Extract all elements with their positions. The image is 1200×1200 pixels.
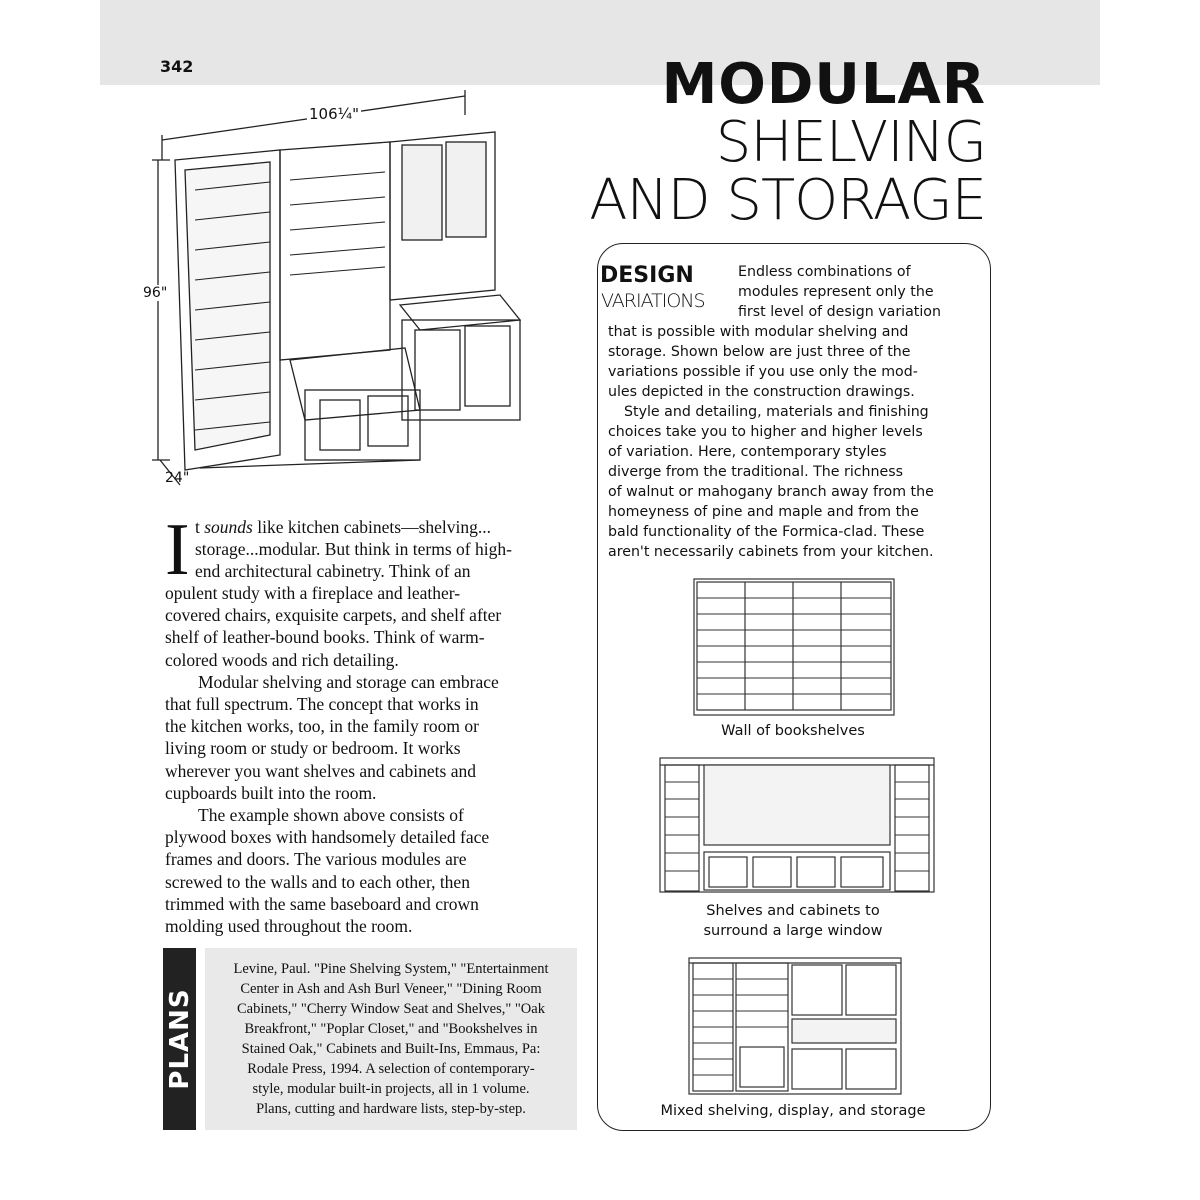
title-line-3: AND STORAGE [589,168,986,233]
body-line: The example shown above consists of [198,805,464,825]
design-heading: DESIGN [600,263,694,288]
mixed-storage-drawing [688,957,902,1097]
variations-heading: VARIATIONS [601,290,705,312]
cabinet-illustration [140,90,540,500]
italic-text: sounds [204,517,253,537]
plans-line: Cabinets," "Cherry Window Seat and Shelves," "Oak [237,1001,545,1017]
dv-line: homeyness of pine and maple and from the [608,504,919,520]
width-dimension: 106¼" [309,105,360,123]
body-line: living room or study or bedroom. It works [165,738,461,758]
body-line: the kitchen works, too, in the family room or [165,716,479,736]
body-line: that full spectrum. The concept that works in [165,694,479,714]
dv-line: Endless combinations of [738,264,911,280]
dv-line: of variation. Here, contemporary styles [608,444,887,460]
bookshelves-wall-drawing [693,578,895,718]
body-line [195,517,491,537]
window-surround-drawing [659,757,935,895]
plans-label-bar [163,948,196,1130]
dv-line: bald functionality of the Formica-clad. These [608,524,925,540]
body-line: storage...modular. But think in terms of high- [195,539,512,559]
body-line: Modular shelving and storage can embrace [198,672,499,692]
dv-line: choices take you to higher and higher levels [608,424,923,440]
body-line: colored woods and rich detailing. [165,650,399,670]
plans-label: PLANS [164,988,195,1090]
body-line: opulent study with a fireplace and leather- [165,583,461,603]
body-line: trimmed with the same baseboard and crown [165,894,479,914]
dv-line: variations possible if you use only the mod- [608,364,918,380]
plans-line: style, modular built-in projects, all in 1 volume. [252,1081,530,1097]
page-number: 342 [160,57,194,76]
text: t [195,517,205,537]
plans-line: Center in Ash and Ash Burl Veneer," "Dining Room [240,981,542,997]
dv-line: storage. Shown below are just three of the [608,344,911,360]
height-dimension: 96" [143,285,168,301]
dv-line: ules depicted in the construction drawings. [608,384,915,400]
body-line: screwed to the walls and to each other, then [165,872,470,892]
dv-line: diverge from the traditional. The richness [608,464,904,480]
depth-dimension: 24" [165,470,190,486]
title-line-2: SHELVING [715,110,986,175]
body-line: frames and doors. The various modules are [165,849,467,869]
body-line: molding used throughout the room. [165,916,413,936]
body-line: shelf of leather-bound books. Think of warm- [165,627,485,647]
caption-window-line1: Shelves and cabinets to [706,903,880,919]
plans-line: Rodale Press, 1994. A selection of contemporary- [247,1061,535,1077]
caption-window-line2: surround a large window [703,923,883,939]
body-line: wherever you want shelves and cabinets and [165,761,477,781]
plans-line: Stained Oak," Cabinets and Built-Ins, Emmaus, Pa: [241,1041,541,1057]
dv-line: Style and detailing, materials and finishing [624,404,929,420]
dv-line: aren't necessarily cabinets from your kitchen. [608,544,934,560]
body-line: end architectural cabinetry. Think of an [195,561,471,581]
caption-mixed: Mixed shelving, display, and storage [660,1103,926,1119]
body-line: plywood boxes with handsomely detailed face [165,827,490,847]
plans-line: Levine, Paul. "Pine Shelving System," "Entertainment [233,961,549,977]
plans-line: Plans, cutting and hardware lists, step-by-step. [256,1101,526,1117]
plans-line: Breakfront," "Poplar Closet," and "Bookshelves in [244,1021,538,1037]
caption-bookshelves: Wall of bookshelves [721,723,865,739]
plans-box [205,948,577,1130]
text: like kitchen cabinets—shelving... [252,517,492,537]
dv-line: modules represent only the [738,284,934,300]
body-line: cupboards built into the room. [165,783,377,803]
dv-line: of walnut or mahogany branch away from the [608,484,934,500]
body-line: covered chairs, exquisite carpets, and shelf after [165,605,502,625]
dv-line: that is possible with modular shelving and [608,324,909,340]
title-line-1: MODULAR [661,52,986,117]
dv-line: first level of design variation [738,304,941,320]
drop-cap: I [165,509,190,591]
